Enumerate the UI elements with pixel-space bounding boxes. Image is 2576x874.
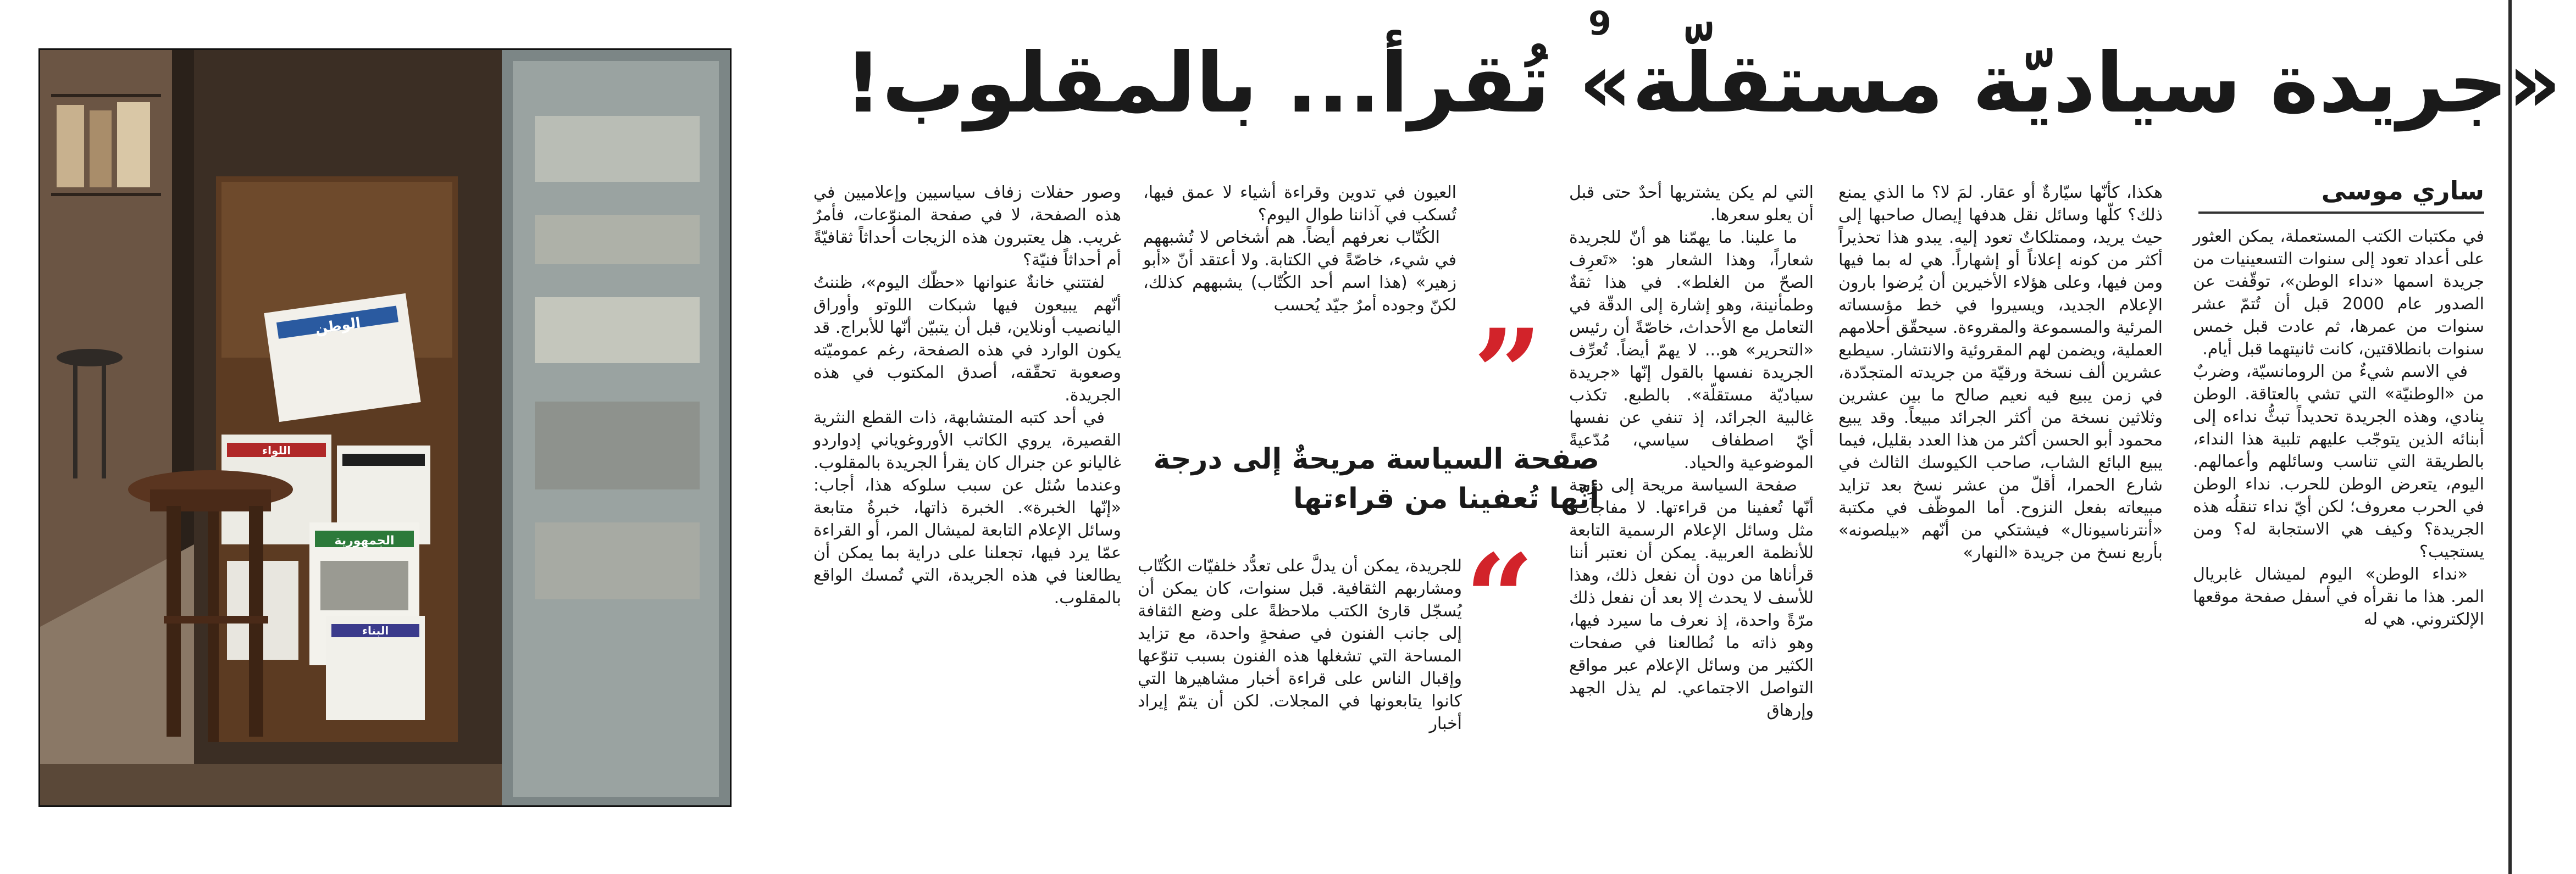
- paragraph: في الاسم شيءٌ من الرومانسيّة، وضربٌ من «الوطنيّة» التي تشي بالعتاقة. الوطن ينادي، وهذه الجريدة تحديداً تبثُّ نداءه إلى أبنائه الذين يتوجّب عليهم تلبية هذا النداء، بالطريقة التي تناسب وسائلهم وأعمالهم. اليوم، يتعرض الوطن للحرب. نداء الوطن في الحرب معروف؛ لكن أيّ نداء تنقلُه هذه الجريدة؟ وكيف هي الاستجابة له؟ ومن يستجيب؟: [2193, 362, 2484, 561]
- paragraph: الكُتّاب نعرفهم أيضاً. هم أشخاص لا تُشبههم في شيء، خاصّةً في الكتابة. ولا أعتقد أنّ «أبو زهير» (هذا اسم أحد الكُتّاب) يشبههم كذلك، لكنّ وجوده أمرٌ جيّد يُحسب: [1143, 228, 1456, 315]
- masthead-label: البناء: [362, 624, 389, 637]
- text-column-2: [1838, 181, 2163, 564]
- text-column-4-top: [1143, 181, 1456, 316]
- paragraph: صفحة السياسة مريحة إلى درجة أنّها تُعفينا من قراءتها. لا مفاجآت، مثل وسائل الإعلام الرسمية التابعة للأنظمة العربية. يمكن أن نعتبر أننا قرأناها من دون أن نفعل ذلك، وهذا للأسف لا يحدث إلا بعد أن نفعل ذلك مرّةً واحدة، إذ نعرف ما سيرد فيها، وهو ذاته ما نُطالعنا في صفحات الكثير من وسائل الإعلام عبر مواقع التواصل الاجتماعي. لم يذل الجهد وإرهاق: [1569, 476, 1814, 720]
- paragraph: في مكتبات الكتب المستعملة، يمكن العثور على أعداد تعود إلى سنوات التسعينيات من جريدة اسمها «نداء الوطن»، توقّفت عن الصدور عام 2000 قبل أن تُتمّ عشر سنوات من عمرها، ثم عادت قبل خمس سنوات بانطلاقتين، كانت ثانيتهما قبل أيام.: [2193, 227, 2484, 359]
- pull-quote: [1149, 439, 1599, 519]
- text-column-3: [1569, 181, 1814, 722]
- paragraph: في أحد كتبه المتشابهة، ذات القطع النثرية القصيرة، يروي الكاتب الأوروغوياني إدواردو غاليانو عن جنرال كان يقرأ الجريدة بالمقلوب. وعندما سُئل عن سبب سلوكه هذا، أجاب: «إنّها الخبرة». الخبرة ذاتها، خبرةُ متابعة وسائل الإعلام التابعة لميشال المر، أو القراءة عمّا يرد فيها، تجعلنا على دراية بما يمكن أن يطالعنا في هذه الجريدة، التي تُمسك الواقع بالمقلوب.: [813, 408, 1121, 608]
- article-headline: «جريدة سياديّة مستقلّة» تُقرأ... بالمقلوب!: [844, 36, 2561, 131]
- masthead-label: الوطن: [314, 314, 362, 338]
- text-column-1: [2193, 225, 2484, 631]
- pull-quote-line: أنّها تُعفينا من قراءتها: [1293, 482, 1599, 515]
- paragraph: التي لم يكن يشتريها أحدٌ حتى قبل أن يعلو سعرها.: [1569, 183, 1814, 225]
- paragraph: العيون في تدوين وقراءة أشياء لا عمق فيها، تُسكب في آذاننا طوال اليوم؟: [1143, 183, 1456, 225]
- paragraph: «نداء الوطن» اليوم لميشال غابريال المر. هذا ما نقرأه في أسفل صفحة موقعها الإلكتروني. هي له: [2193, 565, 2484, 629]
- author-byline: ساري موسى: [2321, 176, 2484, 205]
- quote-close-icon: “: [1465, 527, 1534, 670]
- newsstand-photo: [38, 48, 732, 807]
- text-column-5: [813, 181, 1121, 609]
- byline-underline: [2198, 211, 2484, 214]
- pull-quote-line: صفحة السياسة مريحةٌ إلى درجة: [1153, 443, 1599, 476]
- headline-superscript: 9: [1588, 4, 1611, 43]
- paragraph: هكذا، كأنّها سيّارةٌ أو عقار. لمَ لا؟ ما الذي يمنع ذلك؟ كلّها وسائل نقل هدفها إيصال صاحبها إلى حيث يريد، وممتلكاتٌ تعود إليه. يبدو هذا تحذيراً أكثر من كونه إعلاناً أو إشهاراً. هي له بما فيها ومن فيها، وعلى هؤلاء الأخيرين أن يُرضوا بارون الإعلام الجديد، ويسيروا في خط مؤسساته المرئية والمسموعة والمقروءة. سيحقّق أحلامهم العملية، ويضمن لهم المقروئية والانتشار. سيطبع عشرين ألف نسخة ورقيّة من جريدته المتجدّدة، في زمن يبيع فيه نعيم صالح ما بين عشرين وثلاثين نسخة من أكثر الجرائد مبيعاً. وقد يبيع محمود أبو الحسن أكثر من هذا العدد بقليل، فيما يبيع البائع الشاب، صاحب الكيوسك الثالث في شارع الحمرا، أقلّ من عشر نسخ بعد تزايد مبيعاته بفعل النزوح. أما الموظّف في مكتبة «أنترناسيونال» فيشتكي من أنّهم «بيلصونه» بأربع نسخ من جريدة «النهار»: [1838, 183, 2163, 563]
- paragraph: وصور حفلات زفاف سياسيين وإعلاميين في هذه الصفحة، لا في صفحة المنوّعات، فأمرٌ غريب. هل يعتبرون هذه الزيجات أحداثاً ثقافيّةً أم أحداثاً فنيّة؟: [813, 183, 1121, 270]
- text-column-4-bottom: [1138, 555, 1462, 735]
- masthead-label: اللواء: [262, 444, 291, 457]
- masthead-label: الجمهورية: [334, 534, 395, 548]
- paragraph: للجريدة، يمكن أن يدلَّ على تعدُّد خلفيّات الكُتّاب ومشاربهم الثقافية. قبل سنوات، كان يمكن أن يُسجّل قارئ الكتب ملاحظةً على وضع الثقافة إلى جانب الفنون في صفحةٍ واحدة، مع تزايد المساحة التي تشغلها هذه الفنون بسبب تنوّعها وإقبال الناس على قراءة أخبار مشاهيرها التي كانوا يتابعونها في المجلات. لكن أن يتمّ إيراد أخبار: [1138, 556, 1462, 733]
- paragraph: ما علينا. ما يهمّنا هو أنّ للجريدة شعاراً، وهذا الشعار هو: «تَعرِف الصحّ من الغلط». في هذا ثقةٌ وطمأنينة، وهو إشارة إلى الدقّة في التعامل مع الأحداث، خاصّةً أن رئيس «التحرير» هو... لا يهمّ أيضاً. تُعرِّف الجريدة نفسها بالقول إنّها «جريدة سياديّة مستقلّة». بالطبع. تكذب غالبية الجرائد، إذ تنفي عن نفسها أيّ اصطفاف سياسي، مُدّعيةً الموضوعية والحياد.: [1569, 228, 1814, 472]
- paragraph: لفتتني خانةٌ عنوانها «حظّك اليوم»، ظننتُ أنّهم يبيعون فيها شبكات اللوتو وأوراق اليانصيب أونلاين، قبل أن يتبيّن أنّها للأبراج. قد يكون الوارد في هذه الصفحة، رغم عموميّته وصعوبة تحقّقه، أصدق المكتوب في هذه الجريدة.: [813, 273, 1121, 405]
- newsstand-photo-icon: [40, 50, 730, 805]
- quote-open-icon: ”: [1473, 302, 1543, 444]
